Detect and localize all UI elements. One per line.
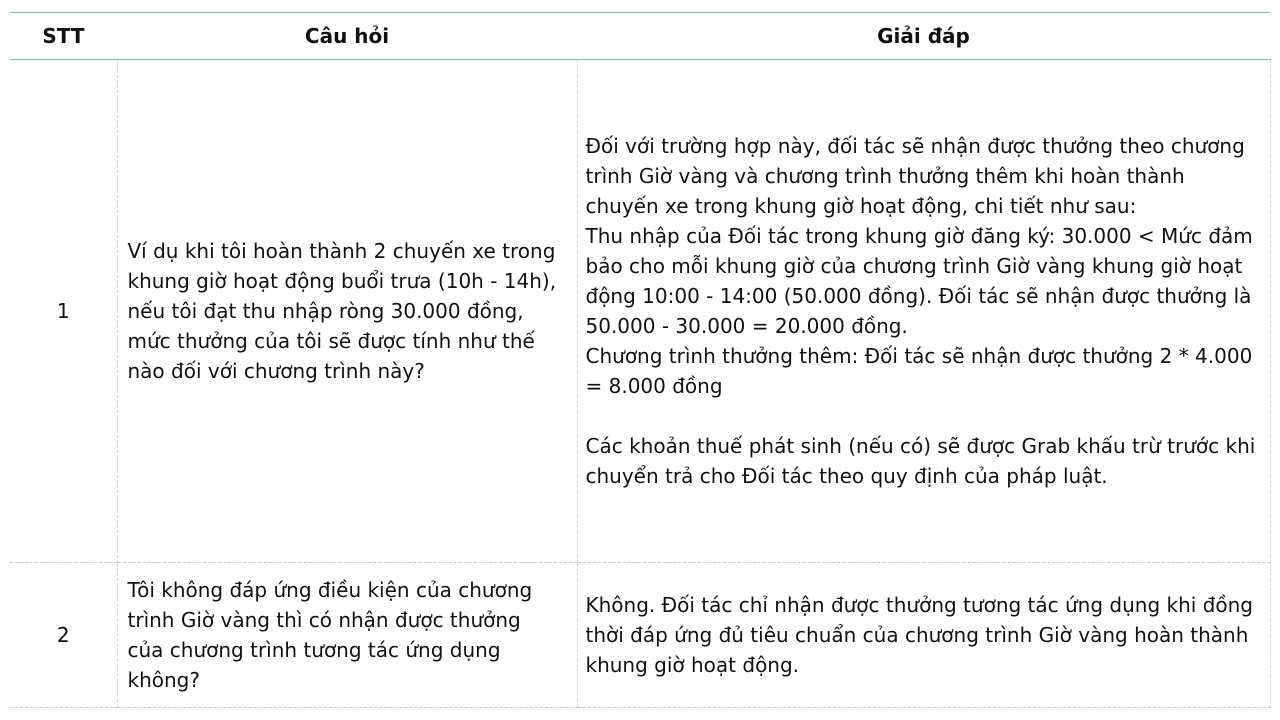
column-header-answer: Giải đáp [877, 24, 970, 48]
table-row [10, 60, 1270, 563]
column-header-stt: STT [42, 24, 85, 48]
question-cell: Tôi không đáp ứng điều kiện của chương trình Giờ vàng thì có nhận được thưởng của chương trình tương tác ứng dụng không? [117, 563, 577, 708]
answer-details [586, 131, 1260, 401]
answer-tax-note: Các khoản thuế phát sinh (nếu có) sẽ được Grab khấu trừ trước khi chuyển trả cho Đối tác theo quy định của pháp luật. [585, 434, 1256, 488]
table-body [10, 60, 1270, 708]
column-header-question: Câu hỏi [304, 24, 390, 48]
table-row [10, 563, 1270, 708]
row-number: 2 [10, 563, 117, 708]
question-cell: Ví dụ khi tôi hoàn thành 2 chuyến xe trong khung giờ hoạt động buổi trưa (10h - 14h), nếu tôi đạt thu nhập ròng 30.000 đồng, mức thưởng của tôi sẽ được tính như thế nào đối với chương trình này? [117, 60, 577, 563]
answer-cell: Không. Đối tác chỉ nhận được thưởng tương tác ứng dụng khi đồng thời đáp ứng đủ tiêu chuẩn của chương trình Giờ vàng hoàn thành khung giờ hoạt động. [577, 563, 1270, 708]
header-row [10, 13, 1270, 60]
faq-table [10, 12, 1271, 708]
answer-line: Đối với trường hợp này, đối tác sẽ nhận được thưởng theo chương trình Giờ vàng và chương trình thưởng thêm khi hoàn thành chuyến xe trong khung giờ hoạt động, chi tiết như sau: [585, 134, 1245, 218]
table-header [10, 13, 1270, 60]
answer-cell [577, 60, 1270, 563]
row-number: 1 [10, 60, 117, 563]
answer-line: Chương trình thưởng thêm: Đối tác sẽ nhận được thưởng 2 * 4.000 = 8.000 đồng [585, 344, 1253, 398]
answer-line: Thu nhập của Đối tác trong khung giờ đăng ký: 30.000 < Mức đảm bảo cho mỗi khung giờ của chương trình Giờ vàng khung giờ hoạt động 10:00 - 14:00 (50.000 đồng). Đối tác sẽ nhận được thưởng là 50.000 - 30.000 = 20.000 đồng. [585, 224, 1253, 338]
